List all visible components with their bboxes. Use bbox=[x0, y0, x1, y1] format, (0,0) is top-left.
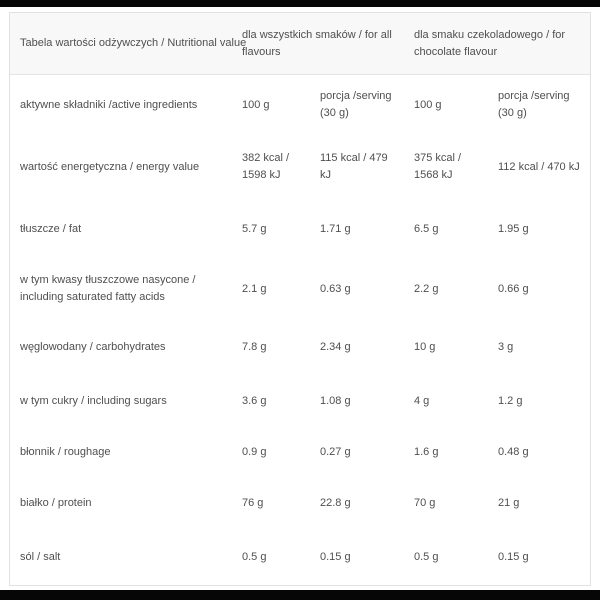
cell-value: 2.1 g bbox=[242, 282, 267, 295]
table-row-saturated-fatty-acids bbox=[10, 259, 590, 319]
cell-value: 0.27 g bbox=[320, 446, 351, 458]
top-bar bbox=[0, 0, 600, 7]
cell-value: 0.15 g bbox=[498, 550, 529, 563]
row-label: aktywne składniki /active ingredients bbox=[20, 98, 198, 111]
cell-value: porcja /serving (30 g) bbox=[320, 90, 392, 119]
cell-value: 21 g bbox=[498, 497, 520, 509]
cell-value: 375 kcal / 1568 kJ bbox=[414, 152, 462, 181]
cell-value: 6.5 g bbox=[414, 222, 439, 235]
cell-value: 10 g bbox=[414, 341, 436, 353]
cell-value: 1.2 g bbox=[498, 395, 523, 407]
cell-value: 2.2 g bbox=[414, 282, 439, 295]
cell-value: 5.7 g bbox=[242, 222, 267, 235]
bottom-bar bbox=[0, 590, 600, 600]
cell-value: 2.34 g bbox=[320, 341, 351, 353]
cell-value: 100 g bbox=[414, 98, 442, 111]
table-row-energy-value bbox=[10, 135, 590, 199]
cell-value: 115 kcal / 479 kJ bbox=[320, 152, 388, 181]
cell-value: 0.5 g bbox=[414, 550, 439, 563]
cell-value: 0.48 g bbox=[498, 446, 529, 458]
cell-value: 0.5 g bbox=[242, 550, 267, 563]
cell-value: 1.08 g bbox=[320, 395, 351, 407]
row-label: tłuszcze / fat bbox=[20, 222, 82, 235]
table-row-active-ingredients bbox=[10, 75, 590, 135]
cell-value: 0.15 g bbox=[320, 550, 351, 563]
cell-value: 0.9 g bbox=[242, 446, 267, 458]
row-label: węglowodany / carbohydrates bbox=[20, 341, 166, 353]
table-row-salt bbox=[10, 529, 590, 585]
cell-value: 3 g bbox=[498, 341, 514, 353]
cell-value: 4 g bbox=[414, 395, 430, 407]
cell-value: 382 kcal / 1598 kJ bbox=[242, 152, 290, 181]
cell-value: 7.8 g bbox=[242, 341, 267, 353]
table-row-roughage bbox=[10, 427, 590, 478]
cell-value: 100 g bbox=[242, 98, 270, 111]
cell-value: 112 kcal / 470 kJ bbox=[498, 160, 580, 173]
cell-value: 1.95 g bbox=[498, 222, 529, 235]
row-label: w tym cukry / including sugars bbox=[20, 395, 167, 407]
row-label: białko / protein bbox=[20, 497, 92, 509]
nutrition-table bbox=[9, 12, 591, 586]
table-row-sugars bbox=[10, 376, 590, 427]
row-label: sól / salt bbox=[20, 550, 61, 563]
table-row-carbohydrates bbox=[10, 319, 590, 376]
header-group-chocolate: dla smaku czekoladowego / for chocolate flavour bbox=[414, 28, 566, 58]
row-label: w tym kwasy tłuszczowe nasycone / including saturated fatty acids bbox=[20, 274, 196, 303]
cell-value: 76 g bbox=[242, 497, 264, 509]
cell-value: 22.8 g bbox=[320, 497, 351, 509]
table-row-fat bbox=[10, 199, 590, 259]
header-title: Tabela wartości odżywczych / Nutritional value bbox=[20, 37, 247, 49]
cell-value: 1.71 g bbox=[320, 222, 351, 235]
header-group-all-flavours: dla wszystkich smaków / for all flavours bbox=[242, 28, 392, 58]
cell-value: porcja /serving (30 g) bbox=[498, 90, 570, 119]
page-content bbox=[0, 7, 600, 590]
cell-value: 70 g bbox=[414, 497, 436, 509]
cell-value: 0.66 g bbox=[498, 282, 529, 295]
table-row-protein bbox=[10, 478, 590, 529]
table-header-row bbox=[10, 13, 590, 75]
row-label: błonnik / roughage bbox=[20, 446, 111, 458]
cell-value: 0.63 g bbox=[320, 282, 351, 295]
row-label: wartość energetyczna / energy value bbox=[20, 160, 200, 173]
cell-value: 3.6 g bbox=[242, 395, 267, 407]
cell-value: 1.6 g bbox=[414, 446, 439, 458]
